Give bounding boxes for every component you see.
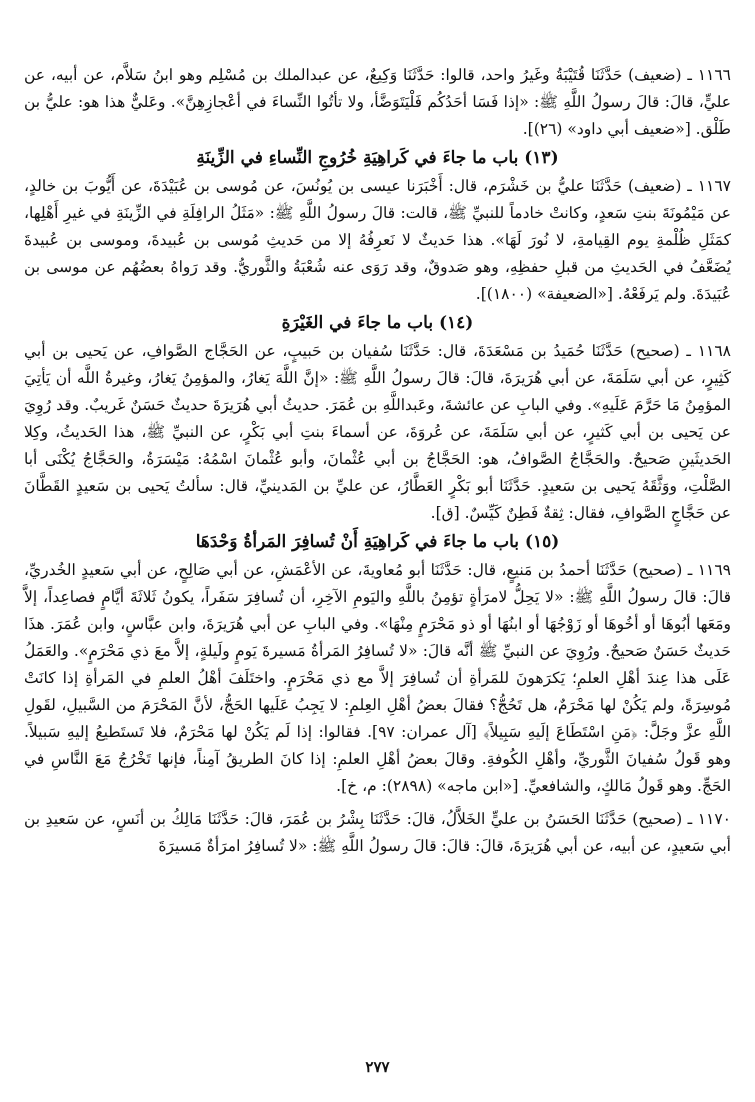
hadith-1166: ١١٦٦ ـ (ضعيف) حَدَّثَنَا قُتَيْبَةُ وغَيرُ واحد، قالوا: حَدَّثَنَا وَكِيعٌ، عن عبدالملك بن مُسْلِم وهو ابنُ سَلاَّم، عن أبيه، عن عليٍّ، قالَ: قالَ رسولُ اللَّهِ ﷺ: «إذا فَسَا أحَدُكُم فَلْيَتَوَضَّأ، ولا تأتُوا النِّساءَ في أعْجازِهِنَّ». وعَليٌّ هذا هو: عليُّ بن طَلْق. [«ضعيف أبي داود» (٢٦)]. (24, 66, 731, 138)
hadith-1167: ١١٦٧ ـ (ضعيف) حَدَّثَنَا عليُّ بن خَشْرَم، قال: أَخْبَرَنا عيسى بن يُونُسَ، عن مُوسى بن عُبَيْدَةَ، عن أَيُّوبَ بن خالدٍ، عن مَيْمُونَةَ بنتِ سَعدٍ، وكانتْ خادماً للنبيِّ ﷺ، قالت: قالَ رسولُ اللَّهِ ﷺ: «مَثَلُ الرافِلَةِ في الزِّينَةِ في غيرِ أَهْلِها، كمَثَلِ ظُلْمةِ يوم القِيامةِ، لا نُورَ لَهَا». هذا حَديثٌ لا نَعرِفُهُ إلا من حَديثِ مُوسى بن عُبيدةَ، وموسى بن عُبيدةَ يُضَعَّفُ في الحَديثِ من قبلِ حفظِهِ، وهو صَدوقٌ، وقد رَوَى عنه شُعْبَةُ والثَّوريُّ. وقد رَواهُ بعضُهُم عن موسى بن عُبَيدَةَ. ولم يَرفَعْهُ. [«الضعيفة» (١٨٠٠)]. (24, 177, 731, 303)
chapter-heading-14: (١٤) باب ما جاءَ في الغَيْرَةِ (281, 313, 474, 333)
chapter-heading-15: (١٥) باب ما جاءَ في كَراهِيَةِ أَنْ تُسافِرَ المَرأةُ وَحْدَهَا (195, 532, 560, 552)
page-number: ٢٧٧ (365, 1058, 390, 1076)
chapter-heading-13: (١٣) باب ما جاءَ في كَراهِيَةِ خُرُوجِ النِّساءِ في الزِّينَةِ (196, 148, 559, 168)
hadith-1170: ١١٧٠ ـ (صحيح) حَدَّثَنَا الحَسَنُ بن عليٍّ الخَلاَّلُ، قالَ: حَدَّثَنَا بِشْرُ بن عُمَرَ، قالَ: حَدَّثَنَا مَالِكُ بن أنَسٍ، عن سَعيدِ بن أبي سَعيدٍ، عن أبيه، عن أبي هُرَيرَةَ، قالَ: قالَ: قالَ رسولُ اللَّهِ ﷺ: «لا تُسافِرُ امرَأةٌ مَسيرَةَ (24, 810, 731, 855)
hadith-1169: ١١٦٩ ـ (صحيح) حَدَّثَنَا أحمدُ بن مَنيعٍ، قال: حَدَّثَنَا أبو مُعاويةَ، عن الأعْمَشِ، عن أبي صَالِحٍ، عن أبي سَعيدٍ الخُدريِّ، قالَ: قالَ رسولُ اللَّهِ ﷺ: «لا يَحِلُّ لامرَأةٍ تؤمِنُ باللَّهِ واليَومِ الآخِرِ، أن تُسافِرَ سَفَراً، يكونُ ثَلاثَةَ أيَّامٍ فصاعِداً، إلاَّ ومَعَها أبُوهَا أو أخُوهَا أو زَوْجُهَا أو ابنُهَا أو ذو مَحْرَمٍ مِنْهَا». وفي البابِ عن أبي هُرَيرَةَ، وابن عبَّاسٍ، وابن عُمَرَ. هذَا حَديثٌ حَسَنٌ صَحيحٌ. ورُوِيَ عن النبيِّ ﷺ أنَّه قالَ: «لا تُسافِرُ المَرأةُ مَسيرةَ يَومٍ ولَيلةٍ، إلاَّ معَ ذي مَحْرَمٍ». والعَمَلُ عَلَى هذا عِندَ أهْلِ العلمِ؛ يَكرَهونَ للمَرأةِ أن تُسافِرَ إلاَّ مع ذي مَحْرَمٍ. واختَلَفَ أهْلُ العلمِ في المَرأةِ إذا كانَتْ مُوسِرَةً، ولم يَكُنْ لها مَحْرَمٌ، هل تَحُجُّ؟ فقالَ بعضُ أهْلِ العِلمِ: لا يَجِبُ عَلَيها الحَجُّ، لأنَّ المَحْرَمَ من السَّبيلِ، لقَولِ اللَّهِ عزَّ وجَلَّ: ﴿مَنِ اسْتَطَاعَ إلَيهِ سَبِيلاً﴾ [آل عمران: ٩٧]. فقالوا: إذا لَم يَكُنْ لها مَحْرَمٌ، فلا تَستَطيعُ إليهِ سَبيلاً. وهو قَولُ سُفيانَ الثَّوريِّ، وأهْلِ الكُوفةِ. وقالَ بعضُ أهْلِ العلمِ: إذا كانَ الطريقُ آمِناً، فإنها تَخْرُجُ مَعَ النَّاسِ في الحَجِّ. وهو قَولُ مَالكٍ، والشافعيِّ. [«ابن ماجه» (٢٨٩٨): م، خ]. (24, 561, 732, 795)
hadith-1168: ١١٦٨ ـ (صحيح) حَدَّثَنَا حُمَيدُ بن مَسْعَدَةَ، قال: حَدَّثَنَا سُفيان بن حَبيبٍ، عن الحَجَّاج الصَّوافِ، عن يَحيى بن أبي كَثِيرٍ، عن أبي سَلَمَةَ، عن أبي هُرَيرَةَ، قالَ: قالَ رسولُ اللَّهِ ﷺ: «إنَّ اللَّهَ يَغارُ، والمؤمِنُ يَغارُ، وغيرةُ اللَّه أن يَأتِيَ المؤمِنُ مَا حَرَّمَ عَلَيهِ». وفي البابِ عن عائشةَ، وعَبداللَّهِ بن عُمَرَ. حديثُ أبي هُرَيرَةَ حديثٌ حَسَنٌ غَريبٌ. وقد رُوِيَ عن يَحيى بن أبي كَثيرٍ، عن أبي سَلَمَةَ، عن عُروَةَ، عن أسماءَ بنتِ أبي بَكْرٍ، عن النبيِّ ﷺ، هذا الحَديثُ، وكِلا الحَديثَينِ صَحيحٌ. والحَجَّاجُ الصَّوافُ، هو: الحَجَّاجُ بن أبي عُثْمانَ، وأبو عُثْمانَ اسْمُهُ: مَيْسَرَةُ، والحَجَّاجُ يُكْنَى أبا الصَّلْتِ، ووَثَّقَهُ يَحيى بن سَعيدٍ. حَدَّثَنَا أبو بَكْرٍ العَطَّارُ، عن عليِّ بن المَدينيِّ، قال: سألتُ يَحيى بن سَعيدٍ القَطَّانَ عن حَجَّاجٍ الصَّوافِ، فقال: ثِقةٌ فَطِنٌ كَيِّسٌ. [ق]. (24, 342, 731, 522)
